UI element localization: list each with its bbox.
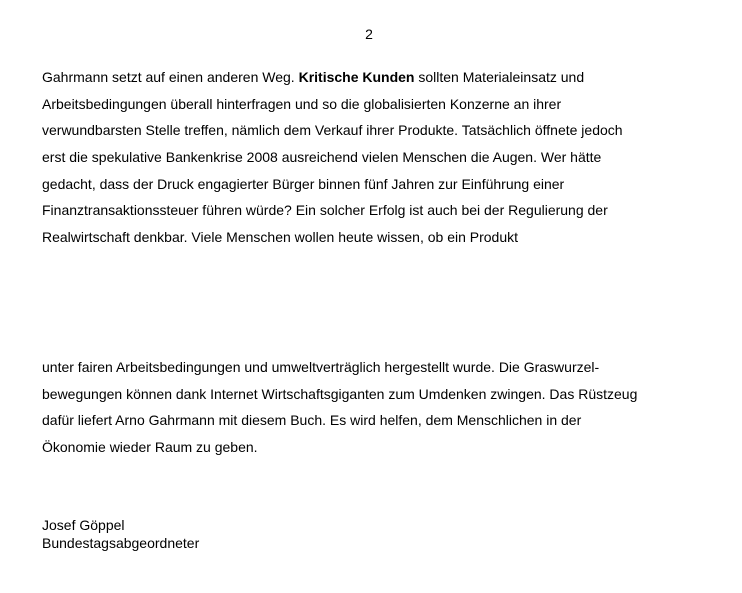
bold-term: Kritische Kunden [298, 69, 415, 85]
paragraph-2 [42, 358, 722, 465]
paragraph-line: Realwirtschaft denkbar. Viele Menschen wollen heute wissen, ob ein Produkt [42, 229, 519, 246]
signature-block [42, 516, 199, 552]
paragraph-1 [42, 68, 722, 255]
text-run: sollten Materialeinsatz und [414, 69, 585, 85]
paragraph-line [42, 68, 722, 95]
paragraph-line: Ökonomie wieder Raum zu geben. [42, 439, 258, 456]
paragraph-line: Arbeitsbedingungen überall hinterfragen und so die globalisierten Konzerne an ihrer [42, 95, 562, 112]
paragraph-line: unter fairen Arbeitsbedingungen und umweltverträglich hergestellt wurde. Die Graswurzel- [42, 359, 600, 375]
signature-title: Bundestagsabgeordneter [42, 535, 200, 551]
paragraph-line: verwundbarsten Stelle treffen, nämlich dem Verkauf ihrer Produkte. Tatsächlich öffnete jedoch [42, 122, 623, 139]
paragraph-line: gedacht, dass der Druck engagierter Bürger binnen fünf Jahren zur Einführung einer [42, 175, 565, 192]
text-run: Gahrmann setzt auf einen anderen Weg. [42, 69, 299, 85]
signature-name: Josef Göppel [42, 517, 125, 533]
paragraph-line: Finanztransaktionssteuer führen würde? Ein solcher Erfolg ist auch bei der Regulierung der [42, 202, 608, 219]
paragraph-line: erst die spekulative Bankenkrise 2008 ausreichend vielen Menschen die Augen. Wer hätte [42, 149, 602, 166]
paragraph-line: bewegungen können dank Internet Wirtschaftsgiganten zum Umdenken zwingen. Das Rüstzeug [42, 385, 638, 402]
page-number: 2 [365, 26, 373, 42]
paragraph-line: dafür liefert Arno Gahrmann mit diesem Buch. Es wird helfen, dem Menschlichen in der [42, 412, 582, 429]
